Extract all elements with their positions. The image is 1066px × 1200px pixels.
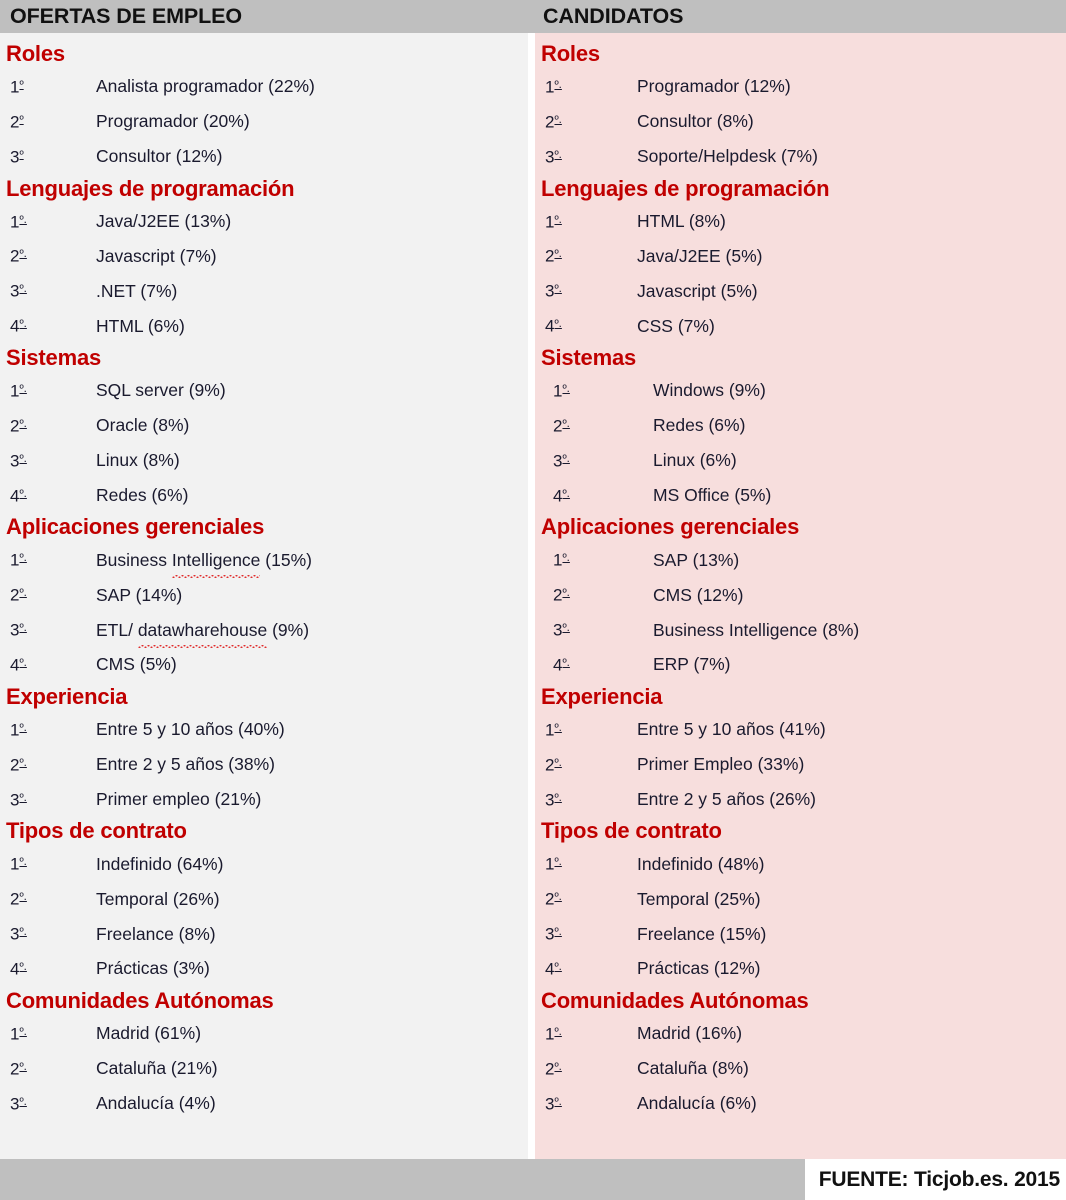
item-label: Java/J2EE (13%) [96, 210, 232, 231]
item-label: CMS (12%) [653, 584, 744, 605]
ranked-item [6, 951, 528, 986]
ranked-item [541, 951, 1066, 986]
section-title: Aplicaciones gerenciales [6, 514, 265, 540]
section [541, 174, 1066, 343]
ranked-item [6, 69, 528, 104]
item-label: Madrid (16%) [637, 1023, 743, 1044]
ordinal-suffix: º. [19, 283, 27, 296]
item-rank: $1^{º.}$ [545, 854, 562, 874]
item-label: Primer empleo (21%) [96, 788, 262, 809]
ranked-item [6, 373, 528, 408]
item-label: ERP (7%) [653, 654, 731, 675]
ordinal-suffix: º. [19, 452, 27, 465]
ranked-item [541, 1016, 1066, 1051]
item-label: Andalucía (6%) [637, 1092, 757, 1113]
item-rank: $4^{º.}$ [545, 316, 562, 336]
section-title: Tipos de contrato [541, 818, 722, 844]
section [6, 986, 528, 1121]
ordinal-suffix: º. [19, 487, 27, 500]
ranked-item [6, 238, 528, 273]
item-rank: $4^{º.}$ [10, 655, 27, 675]
ordinal-suffix: º. [19, 856, 27, 869]
item-rank: $1^{º.}$ [10, 381, 27, 401]
source-text: FUENTE: Ticjob.es. 2015 [818, 1167, 1060, 1191]
ranked-item [541, 712, 1066, 747]
ranked-item [541, 204, 1066, 239]
spellcheck-underline: datawharehouse [138, 614, 267, 648]
item-rank: $1^{º.}$ [553, 550, 570, 570]
ranked-item [541, 612, 1066, 647]
section [541, 682, 1066, 817]
ordinal-suffix: º. [19, 961, 27, 974]
section [541, 816, 1066, 985]
item-rank: $1^{º.}$ [10, 1024, 27, 1044]
item-rank: $1^{º.}$ [10, 720, 27, 740]
item-label: Javascript (5%) [637, 280, 758, 301]
item-label: CSS (7%) [637, 315, 715, 336]
item-rank: $3^{º.}$ [545, 789, 562, 809]
item-label: Soporte/Helpdesk (7%) [637, 146, 818, 167]
item-rank: $3^{º.}$ [545, 281, 562, 301]
item-label: SQL server (9%) [96, 380, 226, 401]
ranked-item [541, 104, 1066, 139]
ranked-item [6, 443, 528, 478]
item-label: Indefinido (64%) [96, 853, 224, 874]
section-title: Lenguajes de programación [6, 175, 295, 201]
item-rank: $4^{º.}$ [553, 485, 570, 505]
ordinal-suffix: º. [562, 587, 570, 600]
item-label: Redes (6%) [653, 415, 746, 436]
ranked-item [541, 542, 1066, 577]
item-label: Entre 5 y 10 años (41%) [637, 719, 826, 740]
ranked-item [541, 443, 1066, 478]
ranked-item [541, 881, 1066, 916]
source-box [805, 1159, 1066, 1200]
item-rank: $2^{º.}$ [10, 246, 27, 266]
item-label: CMS (5%) [96, 654, 177, 675]
ordinal-suffix: º. [554, 248, 562, 261]
footer-band [0, 1159, 1066, 1200]
item-label: Java/J2EE (5%) [637, 245, 763, 266]
ordinal-suffix: º. [19, 657, 27, 670]
ordinal-suffix: º. [19, 213, 27, 226]
ordinal-suffix: º. [19, 622, 27, 635]
ordinal-suffix: º. [554, 1095, 562, 1108]
ranked-item [541, 747, 1066, 782]
ordinal-suffix: º. [554, 961, 562, 974]
item-label: Business Intelligence (15%) [96, 544, 312, 578]
item-rank: $4^{º.}$ [553, 655, 570, 675]
ordinal-suffix: º. [19, 756, 27, 769]
ranked-item [6, 478, 528, 513]
item-label: Linux (8%) [96, 450, 180, 471]
ordinal-suffix: º. [554, 926, 562, 939]
item-label: Programador (12%) [637, 76, 791, 97]
ranked-item [541, 1086, 1066, 1121]
item-label: Prácticas (12%) [637, 958, 761, 979]
item-label: Prácticas (3%) [96, 958, 210, 979]
section-title: Aplicaciones gerenciales [541, 514, 800, 540]
ranked-item [541, 139, 1066, 174]
ordinal-suffix: º. [19, 552, 27, 565]
item-rank: $1^º$ [10, 77, 24, 97]
ranked-item [6, 542, 528, 577]
item-rank: $1^{º.}$ [545, 720, 562, 740]
item-label: MS Office (5%) [653, 484, 772, 505]
ordinal-suffix: º. [19, 721, 27, 734]
item-label: Consultor (8%) [637, 111, 754, 132]
item-rank: $3^{º.}$ [10, 451, 27, 471]
ordinal-suffix: º [19, 113, 24, 126]
ordinal-suffix: º. [19, 1060, 27, 1073]
ordinal-suffix: º. [19, 1025, 27, 1038]
section-title: Lenguajes de programación [541, 175, 830, 201]
item-rank: $4^{º.}$ [545, 959, 562, 979]
ranked-item [6, 104, 528, 139]
ordinal-suffix: º. [554, 791, 562, 804]
ranked-item [541, 373, 1066, 408]
section [6, 682, 528, 817]
item-rank: $3^{º.}$ [10, 281, 27, 301]
item-rank: $4^{º.}$ [10, 316, 27, 336]
ordinal-suffix: º. [562, 552, 570, 565]
ranked-item [541, 1051, 1066, 1086]
item-rank: $1^{º.}$ [553, 381, 570, 401]
ordinal-suffix: º. [19, 926, 27, 939]
ranked-item [541, 69, 1066, 104]
ranked-item [541, 408, 1066, 443]
ordinal-suffix: º. [19, 417, 27, 430]
ordinal-suffix: º. [554, 721, 562, 734]
section [541, 512, 1066, 681]
section [6, 512, 528, 681]
section [541, 39, 1066, 174]
ordinal-suffix: º. [554, 891, 562, 904]
ranked-item [6, 647, 528, 682]
ranked-item [541, 273, 1066, 308]
section [6, 39, 528, 174]
item-label: Analista programador (22%) [96, 76, 315, 97]
ranked-item [6, 204, 528, 239]
table-header-band [0, 0, 1066, 33]
section [541, 986, 1066, 1121]
item-rank: $1^{º.}$ [10, 854, 27, 874]
item-label: Entre 5 y 10 años (40%) [96, 719, 285, 740]
item-rank: $2^{º.}$ [10, 889, 27, 909]
item-label: Freelance (15%) [637, 923, 767, 944]
ordinal-suffix: º. [554, 1025, 562, 1038]
item-rank: $3^{º.}$ [10, 924, 27, 944]
ordinal-suffix: º [19, 148, 24, 161]
section-title: Roles [6, 41, 65, 66]
offers-header-cell [0, 0, 528, 33]
item-rank: $2^{º.}$ [10, 1059, 27, 1079]
ordinal-suffix: º. [554, 283, 562, 296]
ranked-item [6, 1086, 528, 1121]
ranked-item [541, 478, 1066, 513]
ranked-item [6, 308, 528, 343]
item-rank: $2^{º.}$ [545, 246, 562, 266]
item-rank: $3^{º.}$ [10, 1093, 27, 1113]
candidates-column-title: CANDIDATOS [543, 4, 684, 28]
ordinal-suffix: º. [19, 1095, 27, 1108]
item-label: .NET (7%) [96, 280, 178, 301]
ranked-item [6, 916, 528, 951]
item-label: Redes (6%) [96, 484, 189, 505]
section-title: Experiencia [541, 683, 663, 709]
item-rank: $1^{º.}$ [545, 77, 562, 97]
item-label: Madrid (61%) [96, 1023, 202, 1044]
section-title: Sistemas [541, 345, 637, 371]
ordinal-suffix: º. [554, 113, 562, 126]
item-label: Business Intelligence (8%) [653, 619, 860, 640]
ordinal-suffix: º. [554, 856, 562, 869]
item-label: Andalucía (4%) [96, 1092, 216, 1113]
item-rank: $2^{º.}$ [545, 112, 562, 132]
item-rank: $2^{º.}$ [10, 416, 27, 436]
section [6, 174, 528, 343]
section-title: Experiencia [6, 683, 128, 709]
ranked-item [6, 1016, 528, 1051]
item-rank: $2^{º.}$ [553, 585, 570, 605]
item-label: SAP (13%) [653, 549, 740, 570]
section-title: Tipos de contrato [6, 818, 187, 844]
ordinal-suffix: º. [562, 622, 570, 635]
ordinal-suffix: º. [554, 318, 562, 331]
ranked-item [6, 846, 528, 881]
item-rank: $3^{º.}$ [553, 620, 570, 640]
item-label: Entre 2 y 5 años (38%) [96, 754, 275, 775]
item-rank: $3^{º.}$ [10, 789, 27, 809]
ranked-item [6, 712, 528, 747]
item-label: Consultor (12%) [96, 146, 223, 167]
section-title: Comunidades Autónomas [6, 987, 274, 1013]
ordinal-suffix: º. [554, 148, 562, 161]
ordinal-suffix: º. [562, 383, 570, 396]
item-rank: $1^{º.}$ [10, 211, 27, 231]
item-rank: $2^{º.}$ [545, 889, 562, 909]
ordinal-suffix: º. [19, 587, 27, 600]
column-divider [528, 33, 535, 1159]
candidates-column [535, 33, 1066, 1159]
ranked-item [6, 1051, 528, 1086]
item-rank: $2^{º.}$ [545, 1059, 562, 1079]
ranked-item [6, 273, 528, 308]
item-rank: $3^{º.}$ [553, 451, 570, 471]
item-rank: $1^{º.}$ [545, 211, 562, 231]
item-label: SAP (14%) [96, 584, 183, 605]
ordinal-suffix: º. [554, 1060, 562, 1073]
ranked-item [541, 647, 1066, 682]
section-title: Roles [541, 41, 600, 66]
item-label: Temporal (25%) [637, 888, 761, 909]
item-label: Cataluña (21%) [96, 1058, 218, 1079]
ranked-item [541, 308, 1066, 343]
ordinal-suffix: º. [554, 213, 562, 226]
ranked-item [6, 881, 528, 916]
section-title: Comunidades Autónomas [541, 987, 809, 1013]
section-title: Sistemas [6, 345, 102, 371]
item-label: HTML (6%) [96, 315, 185, 336]
item-label: HTML (8%) [637, 210, 726, 231]
columns-container [0, 33, 1066, 1159]
item-rank: $3^{º.}$ [545, 147, 562, 167]
ranked-item [541, 846, 1066, 881]
ordinal-suffix: º. [562, 657, 570, 670]
ordinal-suffix: º. [19, 383, 27, 396]
ordinal-suffix: º. [554, 79, 562, 91]
item-rank: $3^{º.}$ [545, 924, 562, 944]
ordinal-suffix: º. [19, 891, 27, 904]
item-rank: $2^º$ [10, 112, 24, 132]
item-rank: $3^{º.}$ [10, 620, 27, 640]
item-label: Primer Empleo (33%) [637, 754, 805, 775]
item-rank: $4^{º.}$ [10, 485, 27, 505]
item-label: ETL/ datawharehouse (9%) [96, 614, 309, 648]
candidates-header-cell [535, 0, 1066, 33]
ranked-item [541, 238, 1066, 273]
ordinal-suffix: º. [562, 452, 570, 465]
item-label: Oracle (8%) [96, 415, 190, 436]
ordinal-suffix: º. [562, 417, 570, 430]
ranked-item [6, 577, 528, 612]
item-label: Linux (6%) [653, 450, 737, 471]
ordinal-suffix: º [19, 79, 24, 91]
item-label: Programador (20%) [96, 111, 250, 132]
item-rank: $2^{º.}$ [10, 755, 27, 775]
item-rank: $3^º$ [10, 147, 24, 167]
ranked-item [541, 916, 1066, 951]
ranked-item [6, 139, 528, 174]
header-column-divider [528, 0, 535, 33]
offers-column-title: OFERTAS DE EMPLEO [10, 4, 243, 28]
ordinal-suffix: º. [19, 318, 27, 331]
item-rank: $4^{º.}$ [10, 959, 27, 979]
section [541, 343, 1066, 512]
ordinal-suffix: º. [562, 487, 570, 500]
ranked-item [6, 612, 528, 647]
section [6, 343, 528, 512]
item-label: Entre 2 y 5 años (26%) [637, 788, 816, 809]
item-label: Cataluña (8%) [637, 1058, 749, 1079]
offers-column [0, 33, 528, 1159]
item-label: Javascript (7%) [96, 245, 217, 266]
ordinal-suffix: º. [19, 791, 27, 804]
ordinal-suffix: º. [554, 756, 562, 769]
ranked-item [6, 408, 528, 443]
item-rank: $3^{º.}$ [545, 1093, 562, 1113]
ranked-item [6, 747, 528, 782]
item-rank: $2^{º.}$ [545, 755, 562, 775]
item-label: Indefinido (48%) [637, 853, 765, 874]
section [6, 816, 528, 985]
spellcheck-underline: Intelligence [172, 544, 261, 578]
ordinal-suffix: º. [19, 248, 27, 261]
item-label: Freelance (8%) [96, 923, 216, 944]
ranked-item [6, 782, 528, 817]
item-rank: $2^{º.}$ [10, 585, 27, 605]
ranked-item [541, 782, 1066, 817]
item-rank: $1^{º.}$ [545, 1024, 562, 1044]
item-rank: $2^{º.}$ [553, 416, 570, 436]
item-label: Temporal (26%) [96, 888, 220, 909]
ranked-item [541, 577, 1066, 612]
item-label: Windows (9%) [653, 380, 766, 401]
item-rank: $1^{º.}$ [10, 550, 27, 570]
